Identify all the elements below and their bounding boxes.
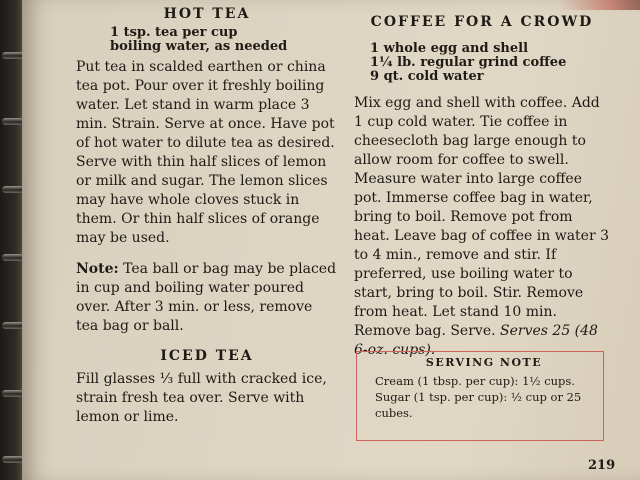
serving-note-sugar: Sugar (1 tsp. per cup): ½ cup or 25 cubes. bbox=[375, 390, 582, 420]
binding-ring bbox=[2, 52, 24, 59]
serving-note-cream: Cream (1 tbsp. per cup): 1½ cups. bbox=[375, 374, 575, 388]
instructions-coffee-text: Mix egg and shell with coffee. Add 1 cup cold water. Tie coffee in cheesecloth bag large enough to allow room for coffee to swell. Measure water into large coffee pot. Immerse coffee bag in water, bring to boil. Remove pot from heat. Leave bag of coffee in water 3 to 4 min., remove and stir. If preferred, use boiling water to start, bring to boil. Stir. Remove from heat. Let stand 10 min. Remove bag. Serve. bbox=[354, 95, 610, 339]
ingredients-coffee bbox=[354, 42, 610, 84]
binding-ring bbox=[2, 456, 24, 463]
note-text: Tea ball or bag may be placed in cup and boiling water poured over. After 3 min. or less, remove tea bag or ball. bbox=[76, 261, 337, 334]
ingredients-hot-tea bbox=[76, 26, 338, 54]
instructions-iced-tea: Fill glasses ⅓ full with cracked ice, strain fresh tea over. Serve with lemon or lime. bbox=[76, 371, 327, 425]
serving-note-box bbox=[356, 351, 604, 441]
serving-note-title: SERVING NOTE bbox=[425, 356, 543, 369]
instructions-hot-tea: Put tea in scalded earthen or china tea pot. Pour over it freshly boiling water. Let stand in warm place 3 min. Strain. Serve at once. Have pot of hot water to dilute tea as desired. Serve with thin half slices of lemon or milk and sugar. The lemon slices may have whole cloves stuck in them. Or thin half slices of orange may be used. bbox=[76, 59, 335, 246]
serves-yield: Serves 25 (48 6-oz. cups). bbox=[354, 323, 598, 358]
note-hot-tea bbox=[76, 260, 338, 336]
ingredient-line: 1 tsp. tea per cup bbox=[110, 25, 238, 40]
right-column bbox=[354, 12, 610, 360]
instructions-coffee bbox=[354, 94, 610, 360]
ingredient-line: 1¼ lb. regular grind coffee bbox=[370, 55, 567, 70]
ingredient-line: 9 qt. cold water bbox=[370, 69, 484, 84]
binding-ring bbox=[2, 186, 24, 193]
recipe-title-coffee: COFFEE FOR A CROWD bbox=[370, 14, 594, 30]
recipe-title-hot-tea: HOT TEA bbox=[163, 6, 251, 22]
binding-ring bbox=[2, 118, 24, 125]
page-number: 219 bbox=[588, 458, 616, 473]
page-edge-shadow bbox=[560, 0, 640, 10]
binding-ring bbox=[2, 390, 24, 397]
recipe-title-iced-tea: ICED TEA bbox=[160, 348, 254, 364]
left-column bbox=[76, 4, 338, 427]
binding-ring bbox=[2, 254, 24, 261]
ingredient-line: 1 whole egg and shell bbox=[370, 41, 529, 56]
note-label: Note: bbox=[76, 261, 119, 277]
ingredient-line: boiling water, as needed bbox=[110, 39, 288, 54]
binding-ring bbox=[2, 322, 24, 329]
